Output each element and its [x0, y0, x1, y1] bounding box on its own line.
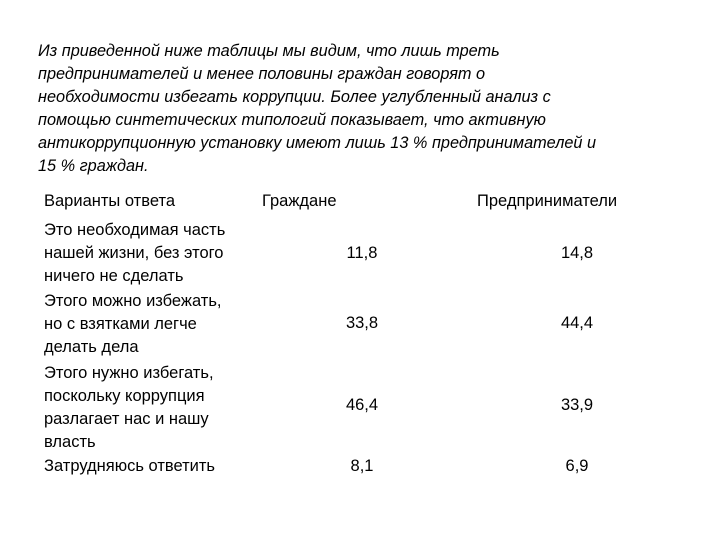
row-label-line: но с взятками легче [44, 315, 197, 333]
row-label-line: Этого можно избежать, [44, 292, 222, 310]
table-row-label [44, 455, 254, 478]
intro-line: помощью синтетических типологий показывает, что активную [38, 111, 546, 129]
table-row-label [44, 362, 254, 454]
row-label-line: нашей жизни, без этого [44, 244, 224, 262]
cell-entrepreneurs: 6,9 [565, 457, 589, 475]
intro-line: 15 % граждан. [38, 157, 149, 175]
table-row-label [44, 290, 254, 359]
intro-paragraph [38, 40, 678, 178]
row-label-line: разлагает нас и нашу [44, 410, 209, 428]
row-label-line: Это необходимая часть [44, 221, 226, 239]
cell-citizens: 11,8 [346, 244, 378, 262]
header-entrepreneurs: Предприниматели [477, 192, 618, 210]
intro-line: предпринимателей и менее половины граждан говорят о [38, 65, 486, 83]
intro-line: необходимости избегать коррупции. Более углубленный анализ с [38, 88, 551, 106]
row-label-line: поскольку коррупция [44, 387, 205, 405]
cell-citizens: 8,1 [350, 457, 374, 475]
row-label-line: делать дела [44, 338, 139, 356]
cell-entrepreneurs: 44,4 [560, 314, 594, 332]
header-citizens: Граждане [262, 192, 337, 210]
cell-citizens: 33,8 [345, 314, 379, 332]
intro-line: антикоррупционную установку имеют лишь 13 % предпринимателей и [38, 134, 597, 152]
row-label-line: власть [44, 433, 96, 451]
cell-entrepreneurs: 14,8 [560, 244, 594, 262]
row-label-line: Этого нужно избегать, [44, 364, 214, 382]
table-row-label [44, 219, 254, 288]
header-answer-options: Варианты ответа [44, 192, 175, 210]
cell-entrepreneurs: 33,9 [560, 396, 594, 414]
cell-citizens: 46,4 [345, 396, 379, 414]
row-label-line: Затрудняюсь ответить [44, 457, 216, 475]
intro-line: Из приведенной ниже таблицы мы видим, что лишь треть [38, 42, 500, 60]
row-label-line: ничего не сделать [44, 267, 184, 285]
